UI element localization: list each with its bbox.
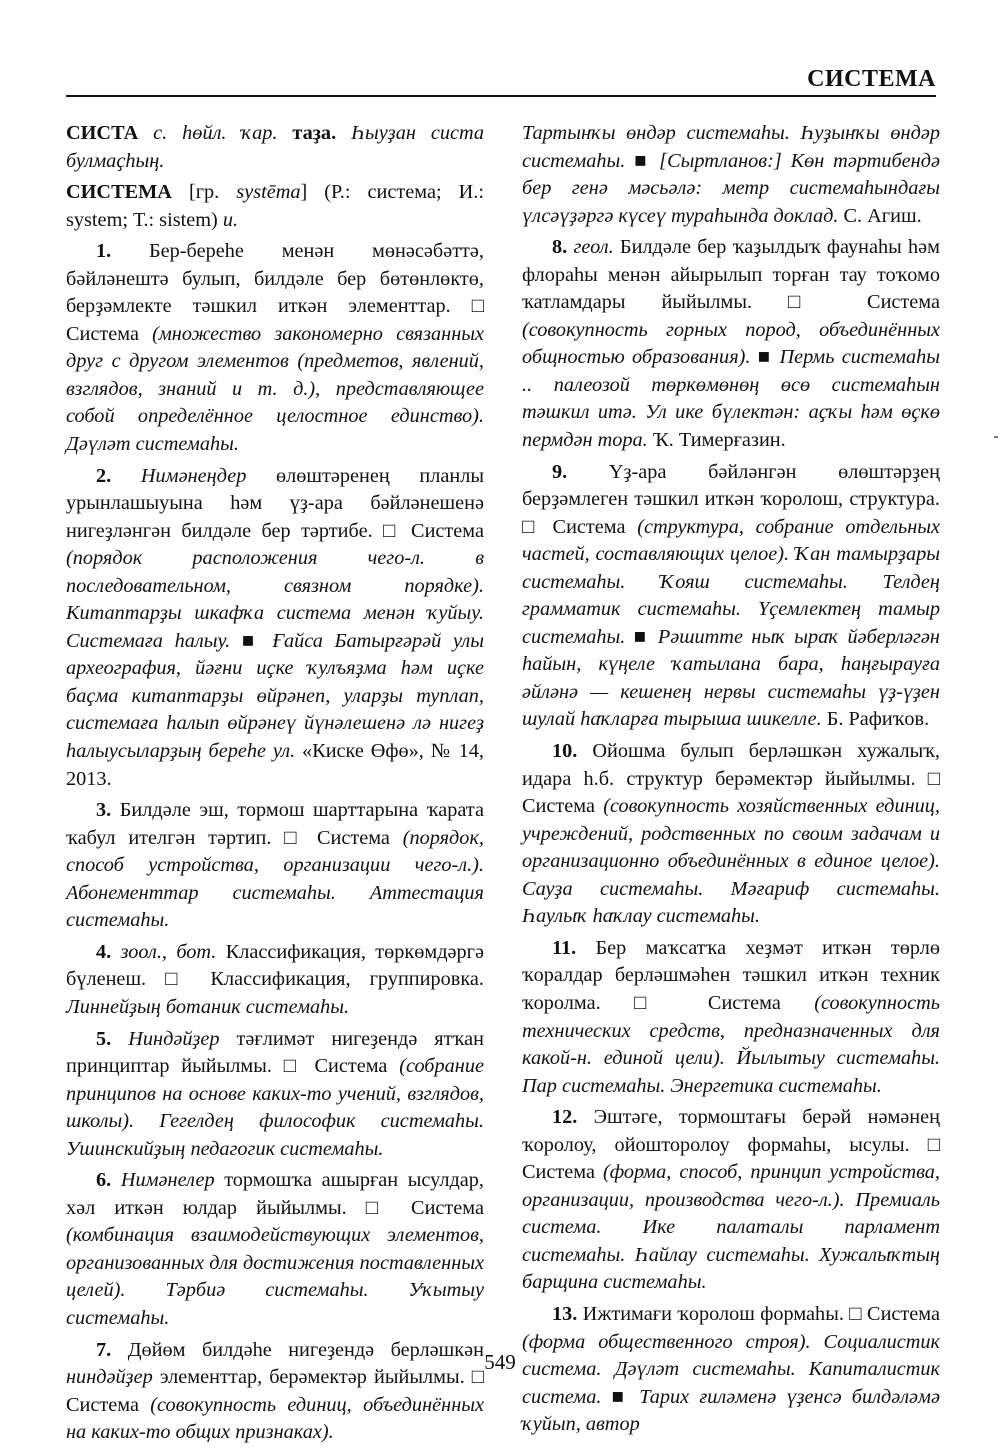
entry-paragraph-right: 13. Ижтимағи ҡоролош формаһы. □ Система (форма общественного строя). Социалистик система. Дәүләт системаһы. Капиталистик система. ■ Тарих ғиләменә үҙенсә билдәләмә ҡуйып, автор — [522, 1302, 940, 1436]
left-column — [66, 120, 484, 1451]
entry-paragraph-right: Тартынҡы өндәр системаһы. Һуҙынҡы өндәр системаһы. ■ [Сыртланов:] Көн тәртибендә бер генә мәсьәлә: метр системаһындағы үлсәүҙәргә күсеү тураһында доклад. С. Агиш. — [522, 122, 941, 227]
entry-paragraph-left: 6. Нимәнелер тормошҡа ашырған ысулдар, хәл иткән юлдар йыйылмы. □ Система (комбинация взаимодействующих элементов, организованных для достижения поставленных целей). Тәрбиә системаһы. Уҡытыу системаһы. — [66, 1169, 484, 1329]
entry-paragraph-left: СИСТА с. һөйл. ҡар. таҙа. Һыуҙан систа булмаҫһың. — [66, 122, 485, 172]
header-rule — [66, 95, 936, 97]
entry-paragraph-right: 11. Бер маҡсатҡа хеҙмәт иткән төрлө ҡоралдар берләшмәһен тәшкил иткән техник ҡоролма. □ Система (совокупность технических средств, предназначенных для какой-н. единой цели). Йылытыу системаһы. Пар системаһы. Энергетика системаһы. — [522, 936, 940, 1097]
entry-paragraph-left: 7. Дөйөм билдәһе нигеҙендә берләшкән ниндәйҙер элементтар, берәмектәр йыйылмы. □ Система (совокупность единиц, объединённых на каких-то общих признаках). — [66, 1338, 484, 1444]
entry-paragraph-left: 2. Нимәнеңдер өлөштәренең планлы урынлашыуына һәм үҙ-ара бәйләнешенә нигеҙләнгән билдәле бер тәртибе. □ Система (порядок расположения чего-л. в последовательном, связном порядке). Китаптарҙы шкафҡа система менән ҡуйыу. Системаға һалыу. ■ Ғайса Батырғәрәй улы археография, йәғни иҫке ҡулъяҙма һәм иҫке баҫма китаптарҙы өйрәнеп, уларҙы туплап, системаға һалып өйрәнеү йүнәлешенә лә нигеҙ һалыусыларҙың береһе ул. «Киске Өфө», № 14, 2013. — [66, 464, 485, 790]
running-head: СИСТЕМА — [807, 66, 936, 92]
entry-paragraph-right: 8. геол. Билдәле бер ҡаҙылдыҡ фаунаһы һәм флораһы менән айырылып торған тау тоҡомо ҡатламдары йыйылмы. □ Система (совокупность горных пород, объединённых общностью образования). ■ Пермь системаһы .. палеозой төркөмөнөң өсө системаһын тәшкил итә. Ул ике бүлектән: аҫҡы һәм өҫкө пермдән тора. Ҡ. Тимерғазин. — [522, 236, 940, 452]
page-number: 549 — [484, 1350, 516, 1374]
entry-paragraph-left: 4. зоол., бот. Классификация, төркөмдәргә бүленеш. □ Классификация, группировка. Линнейҙың ботаник системаһы. — [66, 940, 484, 1018]
entry-paragraph-left: 5. Ниндәйҙер тәғлимәт нигеҙендә ятҡан принциптар йыйылмы. □ Система (собрание принципов на основе каких-то учений, взглядов, школы). Гегелдең философик системаһы. Ушинскийҙың педагогик системаһы. — [66, 1027, 484, 1160]
entry-paragraph-right: 9. Үҙ-ара бәйләнгән өлөштәрҙең берҙәмлеген тәшкил иткән ҡоролош, структура. □ Система (структура, собрание отдельных частей, составляющих целое). Ҡан тамырҙары системаһы. Ҡояш системаһы. Телдең грамматик системаһы. Үҫемлектең тамыр системаһы. ■ Рәшитте ныҡ ыраҡ йәберләгән һайын, күңеле ҡатылана бара, һаңғырауға әйләнә — кешенең нервы системаһы үҙ-үҙен шулай һаҡларға тырыша шикелле. Б. Рафиҡов. — [522, 460, 940, 731]
entry-paragraph-left: 1. Бер-береһе менән мөнәсәбәттә, бәйләнештә булып, билдәле бер бөтөнлөктө, берҙәмлекте тәшкил иткән элементтар. □ Система (множество закономерно связанных друг с другом элементов (предметов, явлений, взглядов, знаний и т. д.), представляющее собой определённое целостное единство). Дәүләт системаһы. — [66, 240, 484, 456]
entry-paragraph-right: 10. Ойошма булып берләшкән хужалыҡ, идара һ.б. структур берәмектәр йыйылмы. □ Система (совокупность хозяйственных единиц, учреждений, родственных по своим задачам и организационно объединённых в единое целое). Сауҙа системаһы. Мәғариф системаһы. Һаулыҡ һаҡлау системаһы. — [522, 740, 940, 928]
margin-mark — [994, 436, 998, 438]
right-column — [522, 120, 940, 1443]
entry-paragraph-left: СИСТЕМА [гр. systēma] (Р.: система; И.: system; Т.: sistem) и. — [66, 181, 484, 231]
entry-paragraph-right: 12. Эштәге, тормоштағы берәй нәмәнең ҡоролоу, ойошторолоу формаһы, ысулы. □ Система (форма, способ, принцип устройства, организации, производства чего-л.). Премиаль система. Ике палаталы парламент системаһы. Һайлау системаһы. Хужалыҡтың барщина системаһы. — [522, 1106, 940, 1294]
entry-paragraph-left: 3. Билдәле эш, тормош шарттарына ҡарата ҡабул ителгән тәртип. □ Система (порядок, способ устройства, организации чего-л.). Абонементтар системаһы. Аттестация системаһы. — [66, 799, 484, 932]
